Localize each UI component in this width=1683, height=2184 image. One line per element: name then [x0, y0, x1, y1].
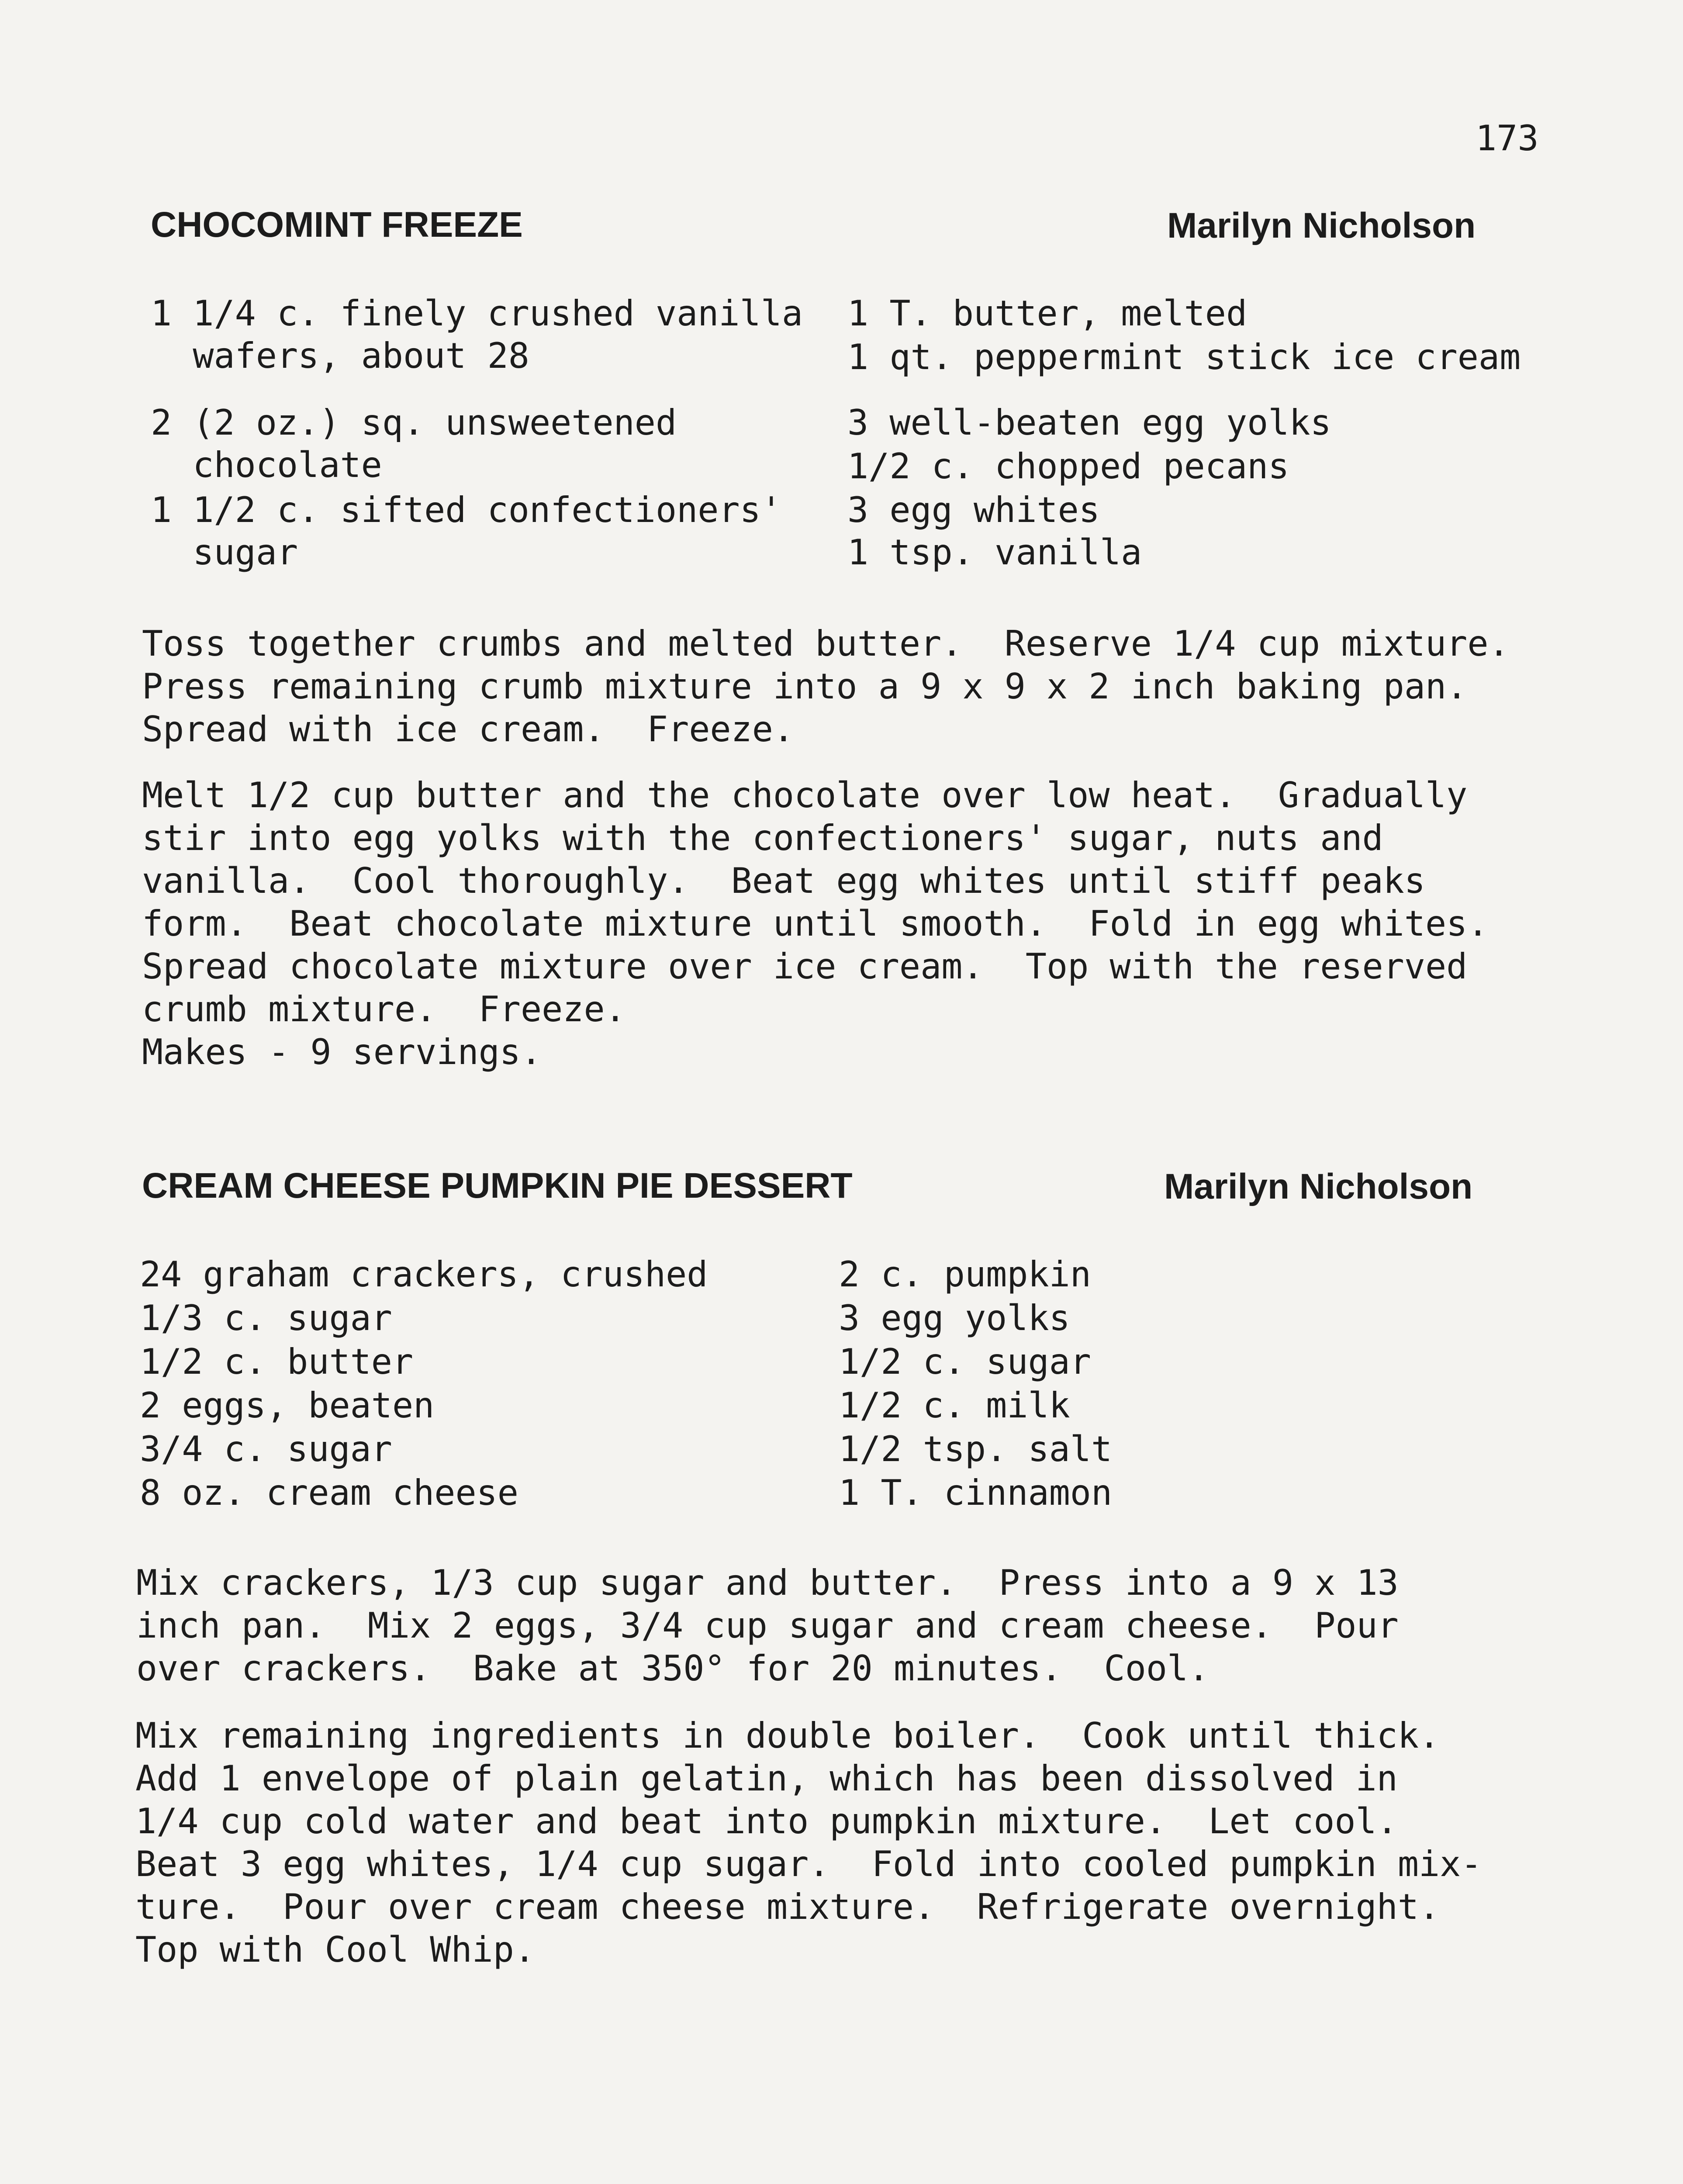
ingredient-line: 2 c. pumpkin	[839, 1254, 1091, 1295]
directions-line: Press remaining crumb mixture into a 9 x 9 x 2 inch baking pan.	[142, 666, 1468, 707]
ingredient-line: 2 (2 oz.) sq. unsweetened	[151, 402, 677, 443]
ingredient-line: 3 egg whites	[847, 490, 1100, 530]
recipe-author: Marilyn Nicholson	[1164, 1167, 1473, 1206]
ingredient-line: chocolate	[151, 445, 382, 485]
directions-line: inch pan. Mix 2 eggs, 3/4 cup sugar and cream cheese. Pour	[136, 1605, 1399, 1646]
ingredient-line: 2 eggs, beaten	[140, 1385, 435, 1426]
recipe-title: CHOCOMINT FREEZE	[151, 205, 523, 245]
ingredient-line: 1 1/2 c. sifted confectioners'	[151, 490, 782, 530]
ingredient-line: wafers, about 28	[151, 335, 529, 376]
directions-line: Toss together crumbs and melted butter. Reserve 1/4 cup mixture.	[142, 623, 1510, 664]
directions-line: crumb mixture. Freeze.	[142, 989, 626, 1030]
page-number: 173	[1476, 118, 1539, 159]
ingredient-line: 24 graham crackers, crushed	[140, 1254, 708, 1295]
directions-line: Beat 3 egg whites, 1/4 cup sugar. Fold into cooled pumpkin mix-	[135, 1844, 1482, 1884]
directions-paragraph	[135, 1714, 1482, 1971]
directions-paragraph	[136, 1562, 1399, 1690]
ingredient-line: 1/2 c. butter	[140, 1341, 414, 1382]
directions-line: Makes - 9 servings.	[142, 1032, 542, 1072]
ingredient-line: 1/2 tsp. salt	[839, 1429, 1113, 1469]
ingredient-line: 1/2 c. chopped pecans	[847, 446, 1289, 487]
directions-line: Top with Cool Whip.	[135, 1929, 536, 1970]
directions-line: Spread with ice cream. Freeze.	[142, 709, 795, 750]
ingredient-line: sugar	[151, 532, 298, 573]
directions-line: stir into egg yolks with the confectioners' sugar, nuts and	[142, 818, 1383, 858]
ingredient-line: 1 qt. peppermint stick ice cream	[847, 337, 1521, 377]
directions-line: Spread chocolate mixture over ice cream. Top with the reserved	[142, 946, 1468, 987]
ingredient-line: 1/2 c. milk	[839, 1385, 1070, 1426]
directions-line: Mix remaining ingredients in double boiler. Cook until thick.	[135, 1715, 1440, 1756]
ingredient-line: 1/2 c. sugar	[839, 1341, 1091, 1382]
ingredient-line: 1 T. butter, melted	[847, 293, 1248, 334]
ingredient-line: 1 T. cinnamon	[839, 1472, 1113, 1513]
ingredient-line: 1/3 c. sugar	[140, 1298, 392, 1338]
directions-line: vanilla. Cool thoroughly. Beat egg whites until stiff peaks	[142, 860, 1426, 901]
directions-paragraph	[142, 774, 1489, 1074]
directions-line: Add 1 envelope of plain gelatin, which has been dissolved in	[135, 1758, 1398, 1799]
directions-paragraph	[142, 622, 1510, 751]
ingredient-line: 3 well-beaten egg yolks	[847, 402, 1331, 443]
recipe-title: CREAM CHEESE PUMPKIN PIE DESSERT	[142, 1166, 853, 1206]
ingredient-line: 8 oz. cream cheese	[140, 1472, 518, 1513]
directions-line: form. Beat chocolate mixture until smooth. Fold in egg whites.	[142, 903, 1489, 944]
ingredient-line: 3 egg yolks	[839, 1298, 1070, 1338]
recipe-author: Marilyn Nicholson	[1167, 206, 1476, 245]
directions-line: Melt 1/2 cup butter and the chocolate over low heat. Gradually	[142, 775, 1468, 816]
directions-line: ture. Pour over cream cheese mixture. Refrigerate overnight.	[135, 1887, 1440, 1927]
directions-line: over crackers. Bake at 350° for 20 minutes. Cool.	[136, 1648, 1210, 1689]
directions-line: 1/4 cup cold water and beat into pumpkin mixture. Let cool.	[135, 1801, 1398, 1842]
directions-line: Mix crackers, 1/3 cup sugar and butter. Press into a 9 x 13	[136, 1562, 1399, 1603]
ingredient-line: 1 1/4 c. finely crushed vanilla	[151, 293, 803, 334]
ingredient-line: 3/4 c. sugar	[140, 1429, 392, 1469]
ingredient-line: 1 tsp. vanilla	[847, 532, 1142, 573]
